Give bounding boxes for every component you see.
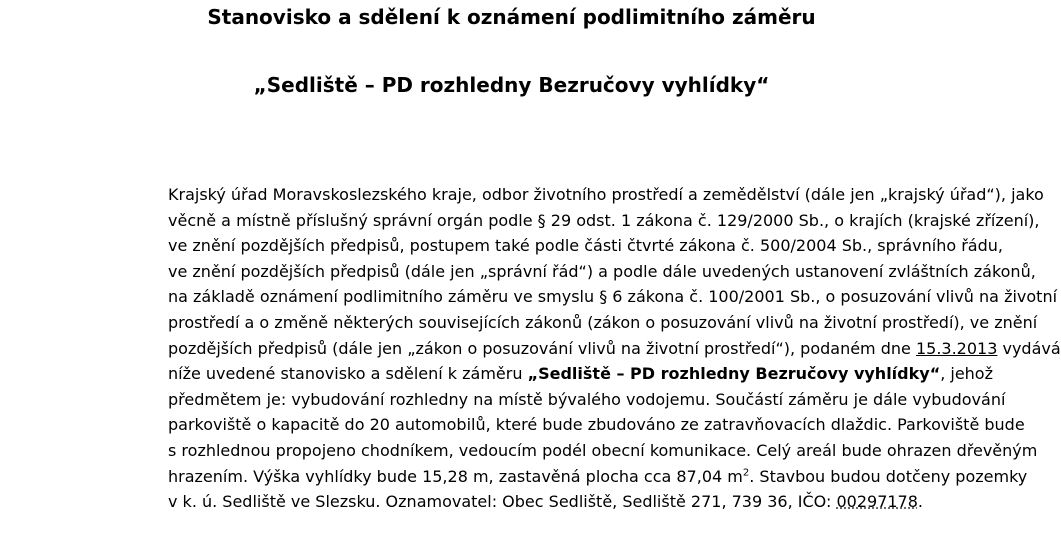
paragraph-text: pozdějších předpisů (dále jen „zákon o posuzování vlivů na životní prostředí“), podaném dne <box>168 338 916 358</box>
paragraph-line: předmětem je: vybudování rozhledny na místě bývalého vodojemu. Součástí záměru je dále vybudování <box>168 389 1006 409</box>
document-subtitle: „Sedliště – PD rozhledny Bezručovy vyhlídky“ <box>253 73 770 97</box>
paragraph-line: věcně a místně příslušný správní orgán podle § 29 odst. 1 zákona č. 129/2000 Sb., o krajích (krajské zřízení), <box>168 210 1040 230</box>
paragraph-line: ve znění pozdějších předpisů, postupem také podle části čtvrté zákona č. 500/2004 Sb., správního řádu, <box>168 236 1003 256</box>
document-title: Stanovisko a sdělení k oznámení podlimitního záměru <box>207 5 816 29</box>
main-paragraph <box>168 182 1061 515</box>
paragraph-line: na základě oznámení podlimitního záměru ve smyslu § 6 zákona č. 100/2001 Sb., o posuzování vlivů na životní <box>168 287 1058 307</box>
paragraph-text: , jehož <box>940 364 993 384</box>
paragraph-line: Krajský úřad Moravskoslezského kraje, odbor životního prostředí a zemědělství (dále jen „krajský úřad“), jako <box>168 185 1044 204</box>
paragraph-line <box>168 361 993 387</box>
paragraph-text: . <box>917 492 923 512</box>
paragraph-line <box>168 336 1061 362</box>
paragraph-text: hrazením. Výška vyhlídky bude 15,28 m, zastavěná plocha cca 87,04 m <box>168 466 743 486</box>
project-name: „Sedliště – PD rozhledny Bezručovy vyhlídky“ <box>527 364 941 384</box>
paragraph-line: parkoviště o kapacitě do 20 automobilů, které bude zbudováno ze zatravňovacích dlaždic. Parkoviště bude <box>168 415 1025 435</box>
paragraph-line: prostředí a o změně některých souvisejících zákonů (zákon o posuzování vlivů na životní prostředí), ve znění <box>168 312 1038 332</box>
paragraph-line <box>168 464 1028 490</box>
paragraph-text: v k. ú. Sedliště ve Slezsku. Oznamovatel: Obec Sedliště, Sedliště 271, 739 36, IČO: <box>168 492 837 512</box>
ico-number: 00297178 <box>836 492 918 512</box>
paragraph-line: ve znění pozdějších předpisů (dále jen „správní řád“) a podle dále uvedených ustanovení zvláštních zákonů, <box>168 261 1036 281</box>
paragraph-text: vydává <box>997 338 1061 358</box>
paragraph-line: s rozhlednou propojeno chodníkem, vedoucím podél obecní komunikace. Celý areál bude ohrazen dřevěným <box>168 440 1038 460</box>
paragraph-line <box>168 489 974 515</box>
submission-date: 15.3.2013 <box>915 338 998 358</box>
paragraph-text: níže uvedené stanovisko a sdělení k záměru <box>168 364 528 384</box>
superscript-exponent: 2 <box>742 467 750 479</box>
paragraph-text: . Stavbou budou dotčeny pozemky <box>749 466 1028 486</box>
